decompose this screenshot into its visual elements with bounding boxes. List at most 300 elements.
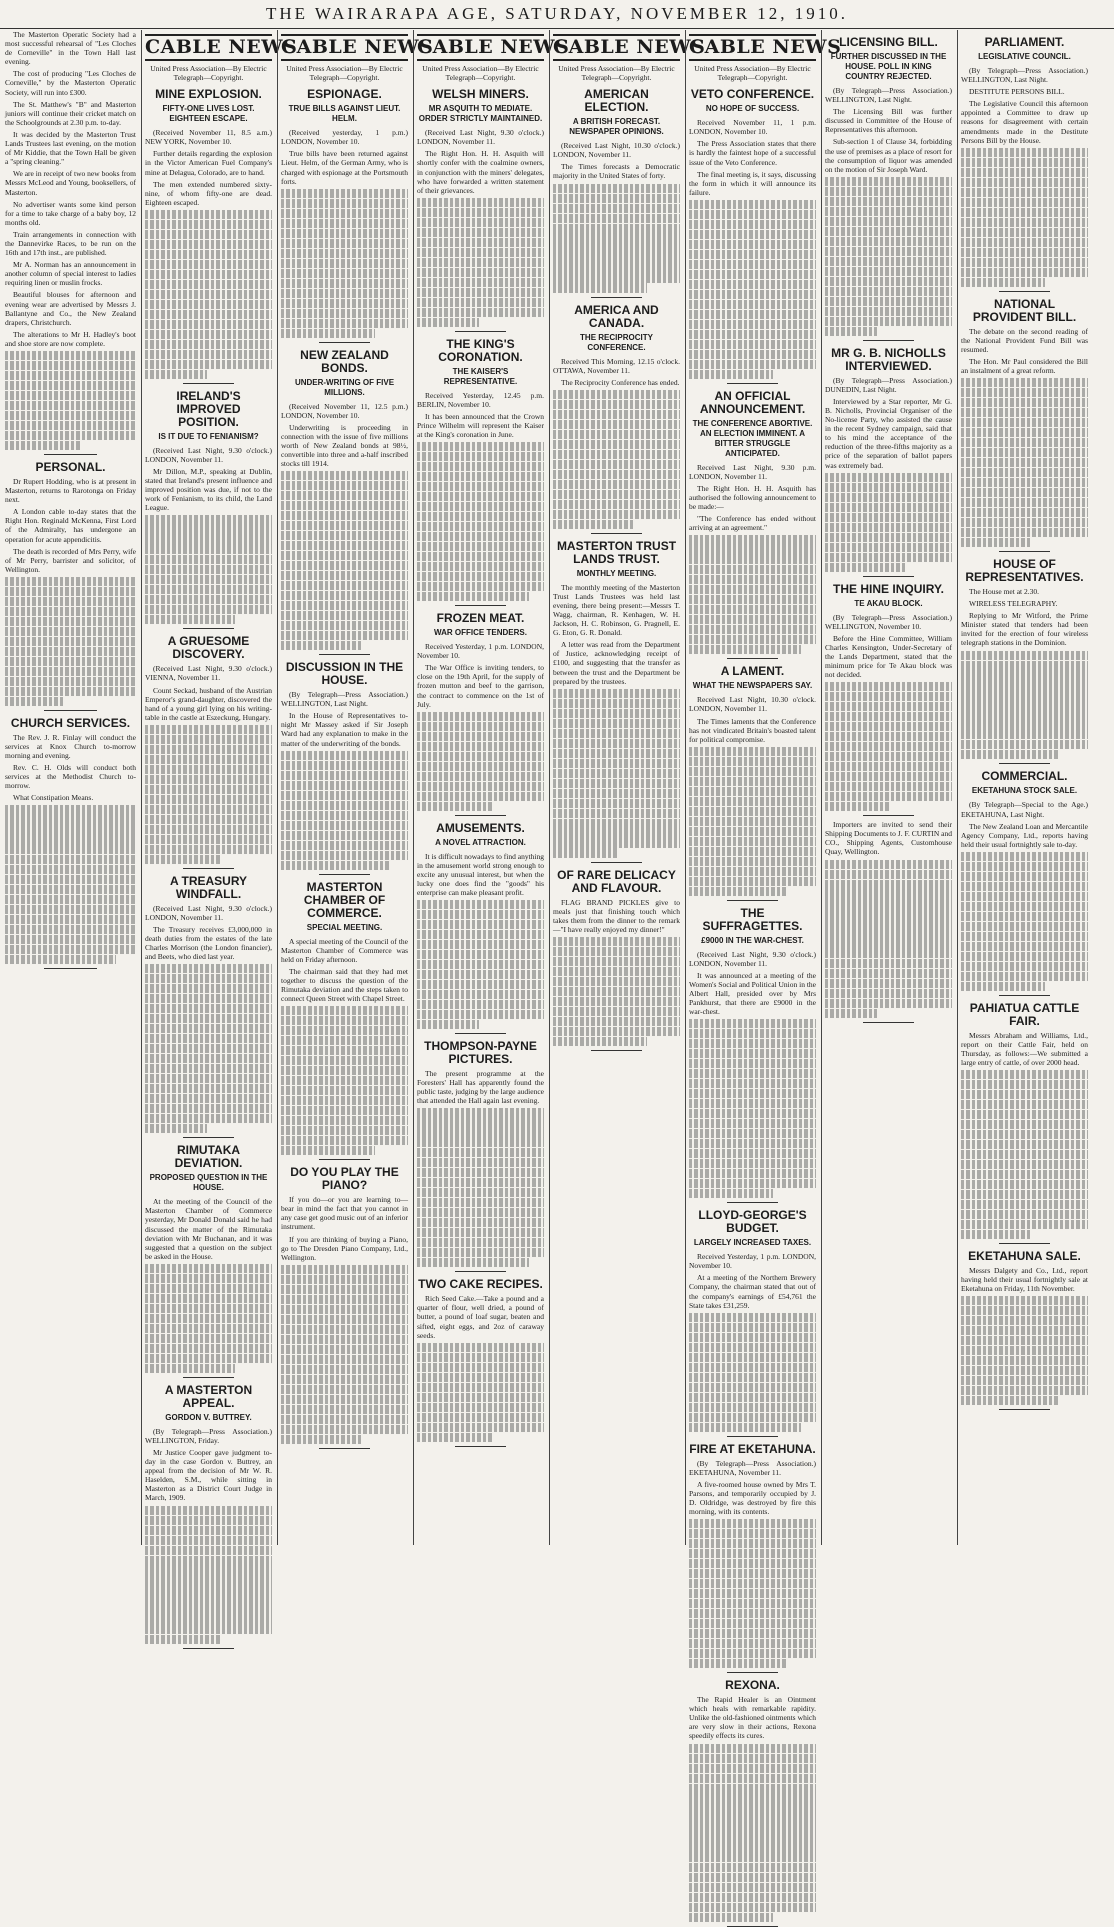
fine-print-line <box>145 605 272 614</box>
fine-print-line <box>145 765 272 774</box>
fine-print-line <box>281 1395 408 1404</box>
fine-print-line <box>417 218 544 227</box>
fine-print-line <box>689 310 816 319</box>
fine-print-line <box>689 1169 816 1178</box>
fine-print-line <box>689 250 816 259</box>
fine-print-line <box>553 194 680 203</box>
fine-print-line <box>145 1074 272 1083</box>
fine-print-line <box>689 1774 816 1783</box>
fine-print-line <box>689 1323 816 1332</box>
article-headline: RIMUTAKA DEVIATION. <box>174 1143 243 1171</box>
fine-print-line <box>417 1010 544 1019</box>
article-paragraph: We are in receipt of two new books from Messrs McLeod and Young, booksellers, of Masterton. <box>5 169 136 197</box>
fine-print-line <box>553 500 680 509</box>
fine-print-line <box>961 448 1088 457</box>
fine-print-line <box>825 483 952 492</box>
fine-print-line <box>281 581 408 590</box>
newspaper-masthead: THE WAIRARAPA AGE, SATURDAY, NOVEMBER 12, 1910. <box>0 0 1114 29</box>
article-paragraph: Mr Dillon, M.P., speaking at Dublin, stated that Ireland's present influence and improved position was due, if not to the work of Fenianism, to its child, the Land League. <box>145 466 272 513</box>
fine-print-line <box>553 799 680 808</box>
article-headline: AMERICA AND CANADA. <box>574 302 659 330</box>
fine-print-line <box>961 680 1088 689</box>
fine-print-line <box>961 1190 1088 1199</box>
fine-print-line <box>689 270 816 279</box>
fine-print-line <box>553 828 680 837</box>
fine-print-line <box>961 228 1088 237</box>
article-paragraph: The Legislative Council this afternoon appointed a Committee to draw up reasons for disagreement with certain amendments made in the Destitute Persons Bill by the House. <box>961 99 1088 145</box>
fine-print-line <box>145 1094 272 1103</box>
section-divider <box>999 1409 1050 1410</box>
fine-print-line <box>689 1803 816 1812</box>
fine-print-line <box>145 1304 272 1313</box>
fine-print-line <box>145 815 272 824</box>
fine-print-line <box>689 605 816 614</box>
fine-print-line <box>145 785 272 794</box>
fine-print-line <box>5 825 136 834</box>
section-divider <box>44 968 96 969</box>
fine-print-line <box>417 1238 544 1247</box>
fine-print-line <box>281 199 408 208</box>
fine-print-line <box>689 1589 816 1598</box>
news-column <box>685 30 842 1741</box>
fine-print-line <box>553 510 680 519</box>
fine-print-line <box>689 877 816 886</box>
article-paragraph: Rev. C. H. Olds will conduct both services at the Methodist Church to-morrow. <box>5 763 136 791</box>
fine-print-line <box>281 189 408 198</box>
fine-print-line <box>961 670 1088 679</box>
fine-print-line <box>145 210 272 219</box>
fine-print-line <box>281 1345 408 1354</box>
fine-print-line <box>5 915 136 924</box>
fine-print-line <box>825 860 952 869</box>
fine-print-line <box>5 885 136 894</box>
fine-print-line <box>417 308 544 317</box>
fine-print-line <box>5 687 136 696</box>
fine-print-line <box>145 310 272 319</box>
fine-print-line <box>689 200 816 209</box>
section-divider <box>44 454 96 455</box>
fine-print-line <box>281 1325 408 1334</box>
fine-print-line <box>689 857 816 866</box>
fine-print-line <box>825 187 952 196</box>
article-paragraph: (By Telegraph—Press Association.) WELLINGTON, November 10. <box>825 612 952 631</box>
fine-print-line <box>417 198 544 207</box>
fine-print-line <box>825 919 952 928</box>
article-paragraph: In the House of Representatives to-night Mr Massey asked if Sir Joseph Ward had any explanation to make in the matter of the underwriting of the bonds. <box>281 711 408 748</box>
article-subheadline: THE KAISER'S REPRESENTATIVE. <box>443 366 518 386</box>
fine-print-line <box>5 411 136 420</box>
fine-print-line <box>961 488 1088 497</box>
article-headline: PERSONAL. <box>35 459 106 474</box>
fine-print-line <box>281 1285 408 1294</box>
fine-print-line <box>825 929 952 938</box>
fine-print-line <box>553 689 680 698</box>
section-divider <box>591 297 642 298</box>
fine-print-line <box>417 1383 544 1392</box>
fine-print-line <box>553 450 680 459</box>
article-paragraph: Sub-section 1 of Clause 34, forbidding the use of premises as a place of resort for the consumption of liquor was amended on the motion of Sir Joseph Ward. <box>825 137 952 174</box>
fine-print-line <box>417 1403 544 1412</box>
article-paragraph: Received Yesterday, 1 p.m. LONDON, November 10. <box>689 1252 816 1271</box>
fine-print-line <box>417 762 544 771</box>
fine-print-line <box>689 1029 816 1038</box>
fine-print-line <box>281 791 408 800</box>
fine-print-line <box>689 1744 816 1753</box>
article-headline: A LAMENT. <box>720 664 785 679</box>
fine-print-line <box>961 661 1088 670</box>
fine-print-line <box>281 811 408 820</box>
fine-print-line <box>145 1615 272 1624</box>
fine-print-line <box>281 1026 408 1035</box>
article-paragraph: Messrs Dalgety and Co., Ltd., report having held their usual fortnightly sale at Eketahuna on Friday, 11th November. <box>961 1266 1088 1294</box>
fine-print-line <box>961 862 1088 871</box>
section-divider <box>863 815 914 816</box>
fine-print-line <box>689 1863 816 1872</box>
article-headline: REXONA. <box>725 1678 780 1693</box>
article-headline: A TREASURY WINDFALL. <box>169 873 248 901</box>
fine-print-line <box>553 1007 680 1016</box>
news-column <box>957 30 1091 1545</box>
fine-print-line <box>553 997 680 1006</box>
fine-print-line <box>689 1529 816 1538</box>
fine-print-line <box>961 1140 1088 1149</box>
fine-print-line <box>961 478 1088 487</box>
fine-print-line <box>689 565 816 574</box>
fine-print-line <box>961 1210 1088 1219</box>
fine-print-line <box>281 259 408 268</box>
fine-print-line <box>825 237 952 246</box>
fine-print-line <box>689 1179 816 1188</box>
fine-print-line <box>825 870 952 879</box>
fine-print-line <box>825 909 952 918</box>
fine-print-line <box>281 621 408 630</box>
fine-print-line <box>281 269 408 278</box>
fine-print-line <box>5 361 136 370</box>
fine-print-line <box>825 1009 877 1018</box>
fine-print-line <box>553 709 680 718</box>
fine-print-line <box>961 268 1088 277</box>
fine-print-line <box>689 1883 816 1892</box>
fine-print-line <box>145 360 272 369</box>
fine-print-line <box>145 845 272 854</box>
fine-print-line <box>281 831 408 840</box>
fine-print-line <box>5 805 136 814</box>
section-divider <box>727 1436 778 1437</box>
article-paragraph: The Right Hon. H. H. Asquith will shortly confer with the coalmine owners, in conjunction with the miners' delegates, who have forwarded a written statement of their grievances. <box>417 149 544 195</box>
article-paragraph: (By Telegraph—Press Association.) WELLINGTON, Last Night. <box>825 86 952 105</box>
fine-print-line <box>961 1120 1088 1129</box>
fine-print-line <box>961 438 1088 447</box>
fine-print-line <box>281 1415 408 1424</box>
fine-print-line <box>281 1106 408 1115</box>
fine-print-line <box>689 645 801 654</box>
article-headline: A MASTERTON APPEAL. <box>164 1382 253 1410</box>
fine-print-line <box>417 1168 544 1177</box>
fine-print-line <box>689 1069 816 1078</box>
article-paragraph: (Received Last Night, 10.30 o'clock.) LONDON, November 11. <box>553 141 680 160</box>
fine-print-line <box>145 974 272 983</box>
fine-print-line <box>825 207 952 216</box>
article-paragraph: (By Telegraph—Press Association.) EKETAHUNA, November 11. <box>689 1458 816 1477</box>
fine-print-line <box>553 977 680 986</box>
fine-print-line <box>961 518 1088 527</box>
fine-print-line <box>145 1124 207 1133</box>
fine-print-line <box>689 1403 816 1412</box>
fine-print-line <box>961 498 1088 507</box>
article-headline: OF RARE DELICACY AND FLAVOUR. <box>557 867 676 895</box>
fine-print-line <box>689 1539 816 1548</box>
fine-print-line <box>145 1565 272 1574</box>
article-headline: LICENSING BILL. <box>839 35 938 49</box>
article-paragraph: A special meeting of the Council of the Masterton Chamber of Commerce was held on Friday afternoon. <box>281 936 408 964</box>
section-divider <box>319 654 370 655</box>
article-headline: FROZEN MEAT. <box>436 611 525 626</box>
fine-print-line <box>145 1526 272 1535</box>
article-paragraph: (By Telegraph—Special to the Age.) EKETAHUNA, Last Night. <box>961 800 1088 819</box>
fine-print-line <box>689 1519 816 1528</box>
fine-print-line <box>417 1158 544 1167</box>
article-paragraph: The Masterton Operatic Society had a most successful rehearsal of "Les Cloches de Corneville" in the Town Hall last evening. <box>5 30 136 67</box>
fine-print-line <box>689 1754 816 1763</box>
fine-print-line <box>417 920 544 929</box>
column-byline: United Press Association—By Electric Telegraph—Copyright. <box>150 64 267 83</box>
article-paragraph: The Times forecasts a Democratic majority in the United States of forty. <box>553 162 680 181</box>
fine-print-line <box>281 1116 408 1125</box>
fine-print-line <box>5 391 136 400</box>
fine-print-line <box>145 994 272 1003</box>
fine-print-line <box>689 1579 816 1588</box>
article-subheadline: GORDON V. BUTTREY. <box>165 1412 252 1422</box>
fine-print-line <box>961 238 1088 247</box>
fine-print-line <box>825 327 877 336</box>
fine-print-line <box>281 1136 408 1145</box>
article-subheadline: WAR OFFICE TENDERS. <box>434 628 527 638</box>
fine-print-line <box>689 807 816 816</box>
fine-print-line <box>961 710 1088 719</box>
fine-print-line <box>145 575 272 584</box>
fine-print-line <box>417 298 544 307</box>
section-divider <box>319 1159 370 1160</box>
fine-print-line <box>825 247 952 256</box>
fine-print-line <box>281 1086 408 1095</box>
article-headline: MINE EXPLOSION. <box>155 87 262 102</box>
fine-print-line <box>825 989 952 998</box>
fine-print-line <box>417 208 544 217</box>
fine-print-line <box>145 585 272 594</box>
fine-print-line <box>961 1316 1088 1325</box>
article-paragraph: Messrs Abraham and Williams, Ltd., report on their Cattle Fair, held on Thursday, as follows:—We submitted a large entry of cattle, of over 2000 head. <box>961 1030 1088 1068</box>
article-headline: DO YOU PLAY THE PIANO? <box>290 1165 399 1193</box>
article-subheadline: NO HOPE OF SUCCESS. <box>705 104 800 114</box>
section-divider <box>727 900 778 901</box>
fine-print-line <box>689 230 816 239</box>
article-paragraph: The Times laments that the Conference has not vindicated Britain's boasted talent for political compromise. <box>689 716 816 744</box>
article-paragraph: It has been announced that the Crown Prince Wilhelm will represent the Kaiser at the King's coronation in June. <box>417 411 544 440</box>
fine-print-line <box>145 1625 272 1634</box>
fine-print-line <box>553 848 619 857</box>
article-paragraph: (Received Last Night, 9.30 o'clock.) LONDON, November 11. <box>145 903 272 922</box>
fine-print-line <box>689 1913 773 1922</box>
fine-print-line <box>825 732 952 741</box>
fine-print-line <box>5 845 136 854</box>
article-headline: EKETAHUNA SALE. <box>968 1249 1081 1264</box>
fine-print-line <box>417 782 544 791</box>
fine-print-line <box>553 819 680 828</box>
fine-print-line <box>553 243 680 252</box>
fine-print-line <box>961 1160 1088 1169</box>
fine-print-line <box>689 1039 816 1048</box>
fine-print-line <box>145 1014 272 1023</box>
fine-print-line <box>961 1376 1088 1385</box>
fine-print-line <box>689 757 816 766</box>
fine-print-line <box>689 1599 816 1608</box>
fine-print-line <box>145 1274 272 1283</box>
fine-print-line <box>825 553 952 562</box>
fine-print-line <box>281 761 408 770</box>
fine-print-line <box>689 290 816 299</box>
fine-print-line <box>145 825 272 834</box>
fine-print-line <box>689 1149 816 1158</box>
fine-print-line <box>281 601 408 610</box>
fine-print-line <box>5 607 136 616</box>
newspaper-page <box>2 30 1112 1741</box>
fine-print-line <box>145 370 207 379</box>
article-paragraph: (Received Last Night, 9.30 o'clock.) LONDON, November 11. <box>145 445 272 464</box>
article-paragraph: The death is recorded of Mrs Perry, wife of Mr Perry, barrister and solicitor, of Wellington. <box>5 546 136 574</box>
fine-print-line <box>825 257 952 266</box>
fine-print-line <box>145 964 272 973</box>
fine-print-line <box>553 490 680 499</box>
fine-print-line <box>961 188 1088 197</box>
article-paragraph: The War Office is inviting tenders, to close on the 19th April, for the supply of frozen mutton and beef to the garrison, the contract to commence on the 1st of July. <box>417 663 544 709</box>
fine-print-line <box>689 1413 816 1422</box>
fine-print-line <box>961 892 1088 901</box>
fine-print-line <box>553 263 680 272</box>
fine-print-line <box>825 543 952 552</box>
fine-print-line <box>553 214 680 223</box>
fine-print-line <box>417 522 544 531</box>
article-paragraph: The Treasury receives £3,000,000 in death duties from the estates of the late Charles Morrison (the London financier), and Beets, who died last year. <box>145 925 272 962</box>
fine-print-line <box>145 1264 272 1273</box>
fine-print-line <box>417 238 544 247</box>
section-divider <box>455 815 506 816</box>
fine-print-line <box>553 699 680 708</box>
fine-print-line <box>417 1128 544 1137</box>
fine-print-line <box>145 565 272 574</box>
fine-print-line <box>553 769 680 778</box>
fine-print-line <box>961 198 1088 207</box>
article-paragraph: Received November 11, 1 p.m. LONDON, November 10. <box>689 118 816 137</box>
article-paragraph: The New Zealand Loan and Mercantile Agency Company, Ltd., reports having held their usual fortnightly sale to-day. <box>961 821 1088 849</box>
section-divider <box>319 874 370 875</box>
fine-print-line <box>417 930 544 939</box>
article-paragraph: Importers are invited to send their Shipping Documents to J. F. CURTIN and CO., Shipping Agents, Customhouse Quay, Wellington. <box>825 820 952 857</box>
fine-print-line <box>553 809 680 818</box>
column-byline: United Press Association—By Electric Telegraph—Copyright. <box>558 64 675 83</box>
fine-print-line <box>689 887 787 896</box>
fine-print-line <box>689 615 816 624</box>
article-headline: THOMPSON-PAYNE PICTURES. <box>424 1039 537 1067</box>
section-divider <box>183 383 234 384</box>
section-divider <box>455 331 506 332</box>
fine-print-line <box>961 1356 1088 1365</box>
fine-print-line <box>145 270 272 279</box>
fine-print-line <box>281 751 408 760</box>
fine-print-line <box>961 962 1088 971</box>
fine-print-line <box>145 250 272 259</box>
fine-print-line <box>417 1198 544 1207</box>
section-divider <box>455 1271 506 1272</box>
section-divider <box>999 995 1050 996</box>
article-paragraph: The debate on the second reading of the National Provident Fund Bill was resumed. <box>961 326 1088 354</box>
article-headline: PARLIAMENT. <box>984 35 1065 49</box>
fine-print-line <box>689 350 816 359</box>
article-paragraph: A five-roomed house owned by Mrs T. Parsons, and temporarily occupied by J. D. Oldridge, was destroyed by fire this morning, with its contents. <box>689 1479 816 1517</box>
fine-print-line <box>417 712 544 721</box>
article-headline: FIRE AT EKETAHUNA. <box>689 1441 816 1456</box>
fine-print-line <box>825 782 952 791</box>
fine-print-line <box>417 1148 544 1157</box>
article-subheadline: PROPOSED QUESTION IN THE HOUSE. <box>149 1173 268 1193</box>
fine-print-line <box>961 700 1088 709</box>
fine-print-line <box>961 278 1045 287</box>
article-paragraph: Received This Morning, 12.15 o'clock. OTTAWA, November 11. <box>553 356 680 375</box>
fine-print-line <box>417 980 544 989</box>
fine-print-line <box>961 1070 1088 1079</box>
fine-print-line <box>689 1139 816 1148</box>
fine-print-line <box>825 772 952 781</box>
article-headline: AN OFFICIAL ANNOUNCEMENT. <box>699 388 806 416</box>
article-paragraph: A London cable to-day states that the Right Hon. Reginald McKenna, First Lord of the Admiralty, has undergone an operation for acute appendicitis. <box>5 507 136 544</box>
section-divider <box>863 1022 914 1023</box>
fine-print-line <box>689 625 816 634</box>
section-divider <box>455 1446 506 1447</box>
article-headline: NATIONAL PROVIDENT BILL. <box>972 296 1077 324</box>
fine-print-line <box>417 1258 529 1267</box>
fine-print-line <box>5 905 136 914</box>
fine-print-line <box>961 1180 1088 1189</box>
fine-print-line <box>553 273 680 282</box>
fine-print-line <box>825 307 952 316</box>
fine-print-line <box>417 318 479 327</box>
fine-print-line <box>961 1150 1088 1159</box>
article-paragraph: A letter was read from the Department of Justice, acknowledging receipt of £100, and suggesting that the transfer as between the trust and the Department be prepared by the trustees. <box>553 640 680 686</box>
fine-print-line <box>417 900 544 909</box>
fine-print-line <box>145 290 272 299</box>
article-paragraph: Count Seckad, husband of the Austrian Emperor's grand-daughter, discovered the hand of a young girl lying on his writing-table in the castle at Eszeckung, Hungary. <box>145 685 272 722</box>
fine-print-line <box>5 835 136 844</box>
article-paragraph: Received Last Night, 10.30 o'clock. LONDON, November 11. <box>689 695 816 714</box>
fine-print-line <box>281 821 408 830</box>
fine-print-line <box>553 937 680 946</box>
fine-print-line <box>961 458 1088 467</box>
fine-print-line <box>553 460 680 469</box>
article-subheadline: MONTHLY MEETING. <box>576 568 657 578</box>
news-column <box>141 30 298 1545</box>
fine-print-line <box>417 582 544 591</box>
fine-print-line <box>689 1089 816 1098</box>
fine-print-line <box>281 471 408 480</box>
article-headline: MASTERTON CHAMBER OF COMMERCE. <box>303 879 386 920</box>
fine-print-line <box>417 532 544 541</box>
article-paragraph: (Received November 11, 8.5 a.m.) NEW YORK, November 10. <box>145 128 272 147</box>
fine-print-line <box>145 1024 272 1033</box>
fine-print-line <box>145 1546 272 1555</box>
fine-print-line <box>5 855 136 864</box>
fine-print-line <box>417 722 544 731</box>
article-paragraph: What Constipation Means. <box>13 793 94 803</box>
fine-print-line <box>417 960 544 969</box>
